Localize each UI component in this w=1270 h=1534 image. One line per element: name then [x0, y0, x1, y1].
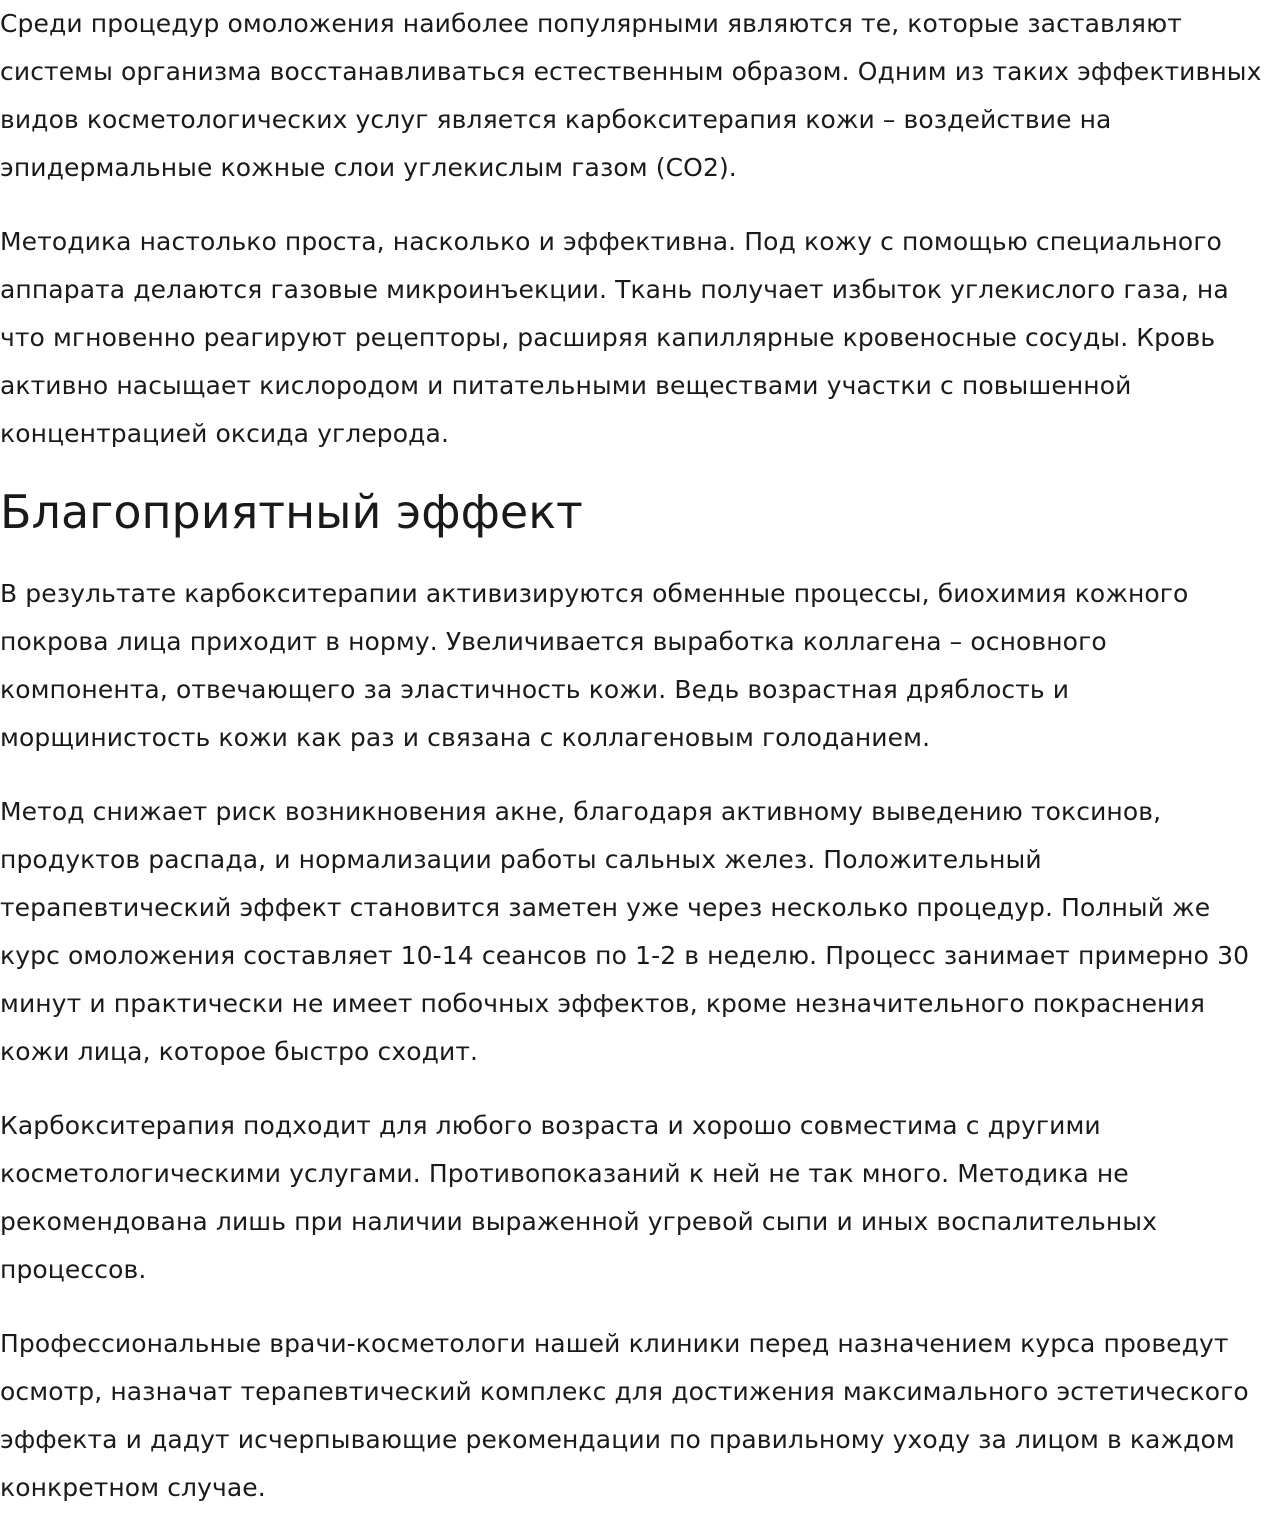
- section-paragraph-4: Профессиональные врачи-косметологи нашей клиники перед назначением курса проведут осмотр, назначат терапевтический комплекс для достижения максимального эстетического эффекта и дадут исчерпывающие рекомендации по правильному уходу за лицом в каждом конкретном случае.: [0, 1329, 1249, 1502]
- section-paragraph-2: Метод снижает риск возникновения акне, благодаря активному выведению токсинов, продуктов распада, и нормализации работы сальных желез. Положительный терапевтический эффект становится заметен уже через несколько процедур. Полный же курс омоложения составляет 10-14 сеансов по 1-2 в неделю. Процесс занимает примерно 30 минут и практически не имеет побочных эффектов, кроме незначительного покраснения кожи лица, которое быстро сходит.: [0, 797, 1250, 1066]
- section-paragraph-1: В результате карбокситерапии активизируются обменные процессы, биохимия кожного покрова лица приходит в норму. Увеличивается выработка коллагена – основного компонента, отвечающего за эластичность кожи. Ведь возрастная дряблость и морщинистость кожи как раз и связана с коллагеновым голоданием.: [0, 579, 1189, 752]
- intro-paragraph-1: Среди процедур омоложения наиболее популярными являются те, которые заставляют системы организма восстанавливаться естественным образом. Одним из таких эффективных видов косметологических услуг является карбокситерапия кожи – воздействие на эпидермальные кожные слои углекислым газом (CO2).: [0, 9, 1262, 182]
- section-paragraph-3: Карбокситерапия подходит для любого возраста и хорошо совместима с другими косметологическими услугами. Противопоказаний к ней не так много. Методика не рекомендована лишь при наличии выраженной угревой сыпи и иных воспалительных процессов.: [0, 1111, 1158, 1284]
- intro-paragraph-2: Методика настолько проста, насколько и эффективна. Под кожу с помощью специального аппарата делаются газовые микроинъекции. Ткань получает избыток углекислого газа, на что мгновенно реагируют рецепторы, расширяя капиллярные кровеносные сосуды. Кровь активно насыщает кислородом и питательными веществами участки с повышенной концентрацией оксида углерода.: [0, 227, 1229, 448]
- section-heading: Благоприятный эффект: [0, 485, 583, 539]
